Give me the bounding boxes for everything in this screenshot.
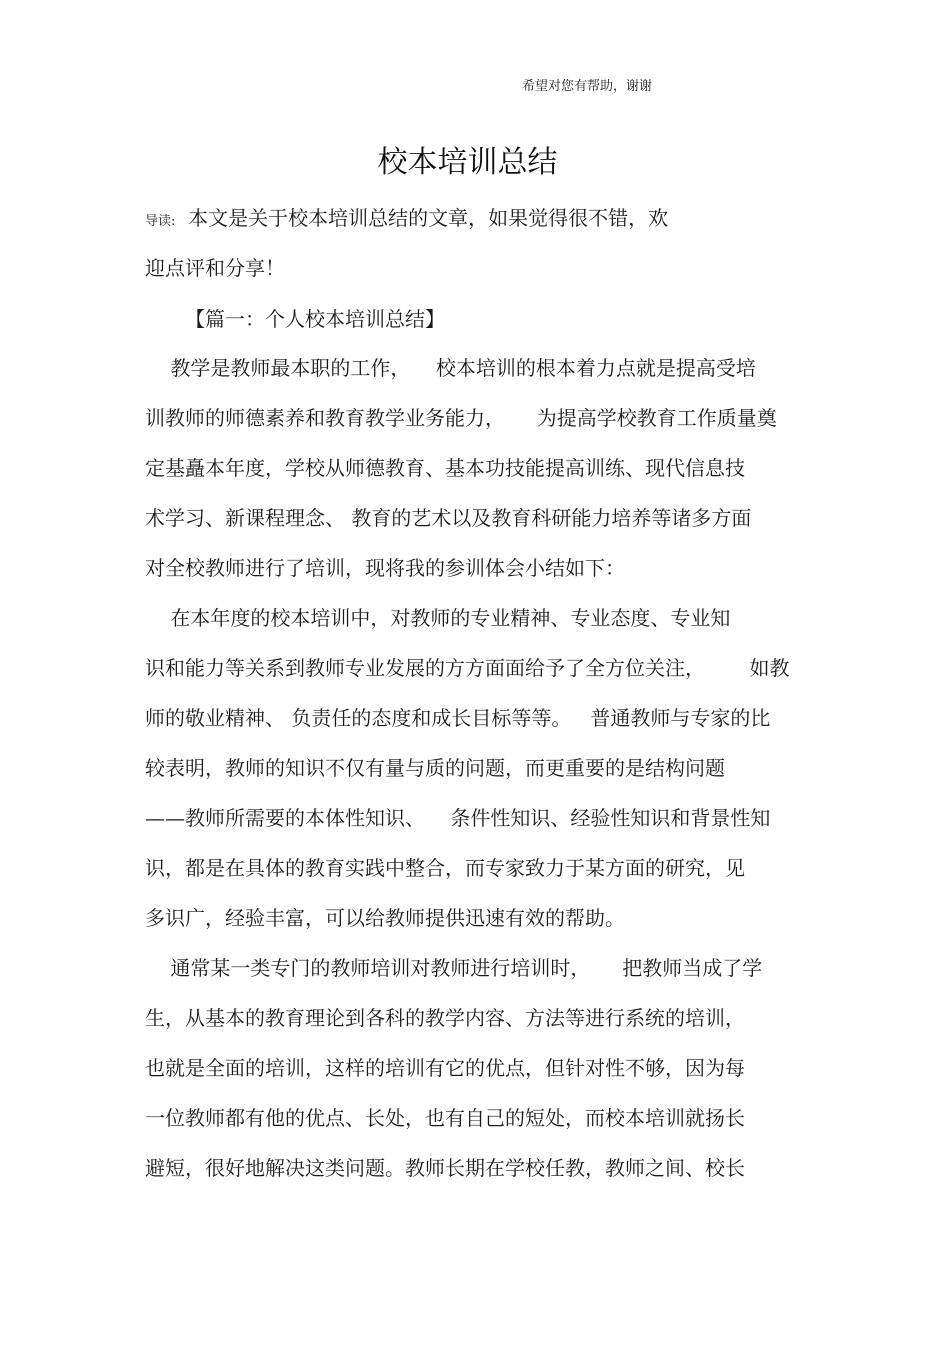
- body-line: ——教师所需要的本体性知识、 条件性知识、经验性知识和背景性知: [145, 806, 771, 830]
- body-line: 较表明，教师的知识不仅有量与质的问题，而更重要的是结构问题: [145, 756, 725, 780]
- body-line: 识和能力等关系到教师专业发展的方方面面给予了全方位关注， 如教: [145, 656, 790, 680]
- body-line: 对全校教师进行了培训，现将我的参训体会小结如下：: [145, 556, 625, 580]
- body-line: 训教师的师德素养和教育教学业务能力， 为提高学校教育工作质量奠: [145, 406, 777, 430]
- body-line: 识，都是在具体的教育实践中整合，而专家致力于某方面的研究，见: [145, 856, 745, 880]
- body-line: 在本年度的校本培训中，对教师的专业精神、专业态度、专业知: [145, 606, 731, 630]
- body-line: 通常某一类专门的教师培训对教师进行培训时， 把教师当成了学: [145, 956, 763, 980]
- body-line: 术学习、新课程理念、 教育的艺术以及教育科研能力培养等诸多方面: [145, 506, 752, 530]
- intro-line-2: 迎点评和分享！: [145, 256, 285, 280]
- intro-label: 导读:: [145, 214, 176, 229]
- intro-line-1: [145, 203, 668, 237]
- body-line: 生，从基本的教育理论到各科的教学内容、方法等进行系统的培训，: [145, 1006, 745, 1030]
- body-line: 师的敬业精神、 负责任的态度和成长目标等等。 普通教师与专家的比: [145, 706, 771, 730]
- header-note: 希望对您有帮助，谢谢: [522, 79, 653, 94]
- body-line: 定基矗本年度，学校从师德教育、基本功技能提高训练、现代信息技: [145, 456, 745, 480]
- section-heading: 【篇一：个人校本培训总结】: [185, 307, 445, 331]
- body-line: 避短，很好地解决这类问题。教师长期在学校任教，教师之间、校长: [145, 1156, 745, 1180]
- body-line: 也就是全面的培训，这样的培训有它的优点，但针对性不够，因为每: [145, 1056, 745, 1080]
- body-line: 一位教师都有他的优点、长处，也有自己的短处，而校本培训就扬长: [145, 1106, 745, 1130]
- body-line: 多识广，经验丰富，可以给教师提供迅速有效的帮助。: [145, 906, 625, 930]
- intro-text: 本文是关于校本培训总结的文章，如果觉得很不错，欢: [175, 206, 669, 230]
- body-line: 教学是教师最本职的工作， 校本培训的根本着力点就是提高受培: [145, 356, 756, 380]
- page-title: 校本培训总结: [377, 145, 558, 180]
